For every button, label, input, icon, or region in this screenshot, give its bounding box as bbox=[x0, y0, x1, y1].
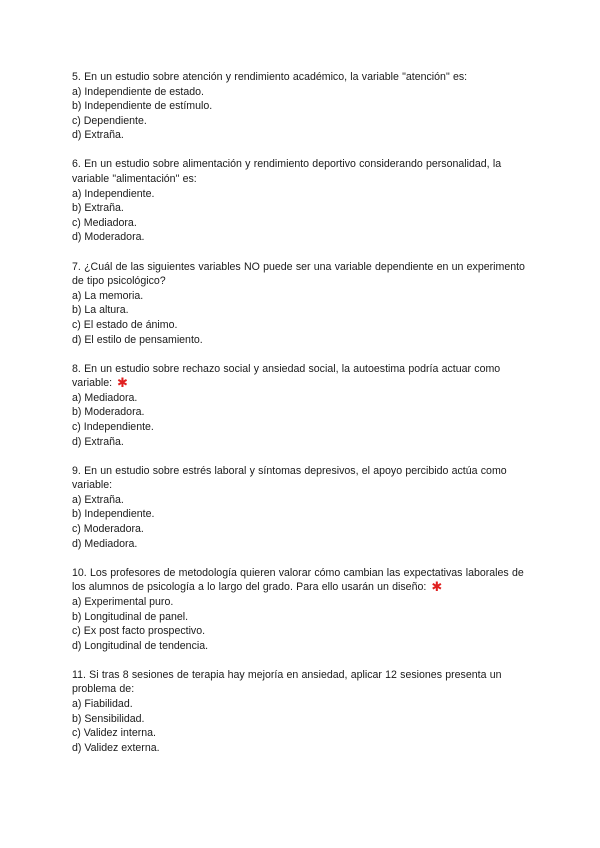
option-c: c) Moderadora. bbox=[72, 523, 144, 536]
option-a: a) Independiente. bbox=[72, 187, 155, 200]
question-text: 9. En un estudio sobre estrés laboral y síntomas depresivos, el apoyo percibido actúa como variable: bbox=[72, 464, 507, 492]
option-a: a) Fiabilidad. bbox=[72, 697, 133, 710]
option-d: d) El estilo de pensamiento. bbox=[72, 333, 203, 346]
question-6 bbox=[72, 157, 532, 245]
option-c: c) Mediadora. bbox=[72, 216, 137, 229]
option-c: c) Validez interna. bbox=[72, 727, 157, 740]
option-a: a) Extraña. bbox=[72, 493, 124, 506]
option-a: a) Experimental puro. bbox=[72, 595, 174, 608]
option-d: d) Longitudinal de tendencia. bbox=[72, 639, 209, 652]
exam-page bbox=[72, 70, 532, 770]
question-text: 10. Los profesores de metodología quieren valorar cómo cambian las expectativas laborales de los alumnos de psicología a lo largo del grado. Para ello usarán un diseño: ✱ bbox=[72, 566, 524, 595]
option-c: c) El estado de ánimo. bbox=[72, 318, 178, 331]
question-11 bbox=[72, 668, 532, 756]
question-text: 5. En un estudio sobre atención y rendimiento académico, la variable "atención" es: bbox=[72, 71, 468, 83]
option-b: b) Sensibilidad. bbox=[72, 712, 145, 725]
question-7 bbox=[72, 260, 532, 348]
question-5 bbox=[72, 70, 532, 143]
option-b: b) Longitudinal de panel. bbox=[72, 610, 189, 623]
question-text: 8. En un estudio sobre rechazo social y ansiedad social, la autoestima podría actuar como variable: ✱ bbox=[72, 362, 501, 391]
option-c: c) Independiente. bbox=[72, 420, 154, 433]
option-d: d) Extraña. bbox=[72, 129, 124, 142]
option-a: a) Mediadora. bbox=[72, 391, 138, 404]
option-b: b) La altura. bbox=[72, 304, 129, 317]
question-text: 11. Si tras 8 sesiones de terapia hay mejoría en ansiedad, aplicar 12 sesiones presenta un problema de: bbox=[72, 668, 502, 696]
option-b: b) Moderadora. bbox=[72, 406, 145, 419]
option-b: b) Extraña. bbox=[72, 202, 124, 215]
required-asterisk-icon: ✱ bbox=[117, 375, 128, 391]
option-c: c) Dependiente. bbox=[72, 114, 147, 127]
option-d: d) Extraña. bbox=[72, 435, 124, 448]
option-c: c) Ex post facto prospectivo. bbox=[72, 625, 206, 638]
question-10 bbox=[72, 566, 532, 654]
question-text: 6. En un estudio sobre alimentación y rendimiento deportivo considerando personalidad, la variable "alimentación" es: bbox=[72, 158, 502, 186]
option-a: a) Independiente de estado. bbox=[72, 85, 204, 98]
option-d: d) Moderadora. bbox=[72, 231, 145, 244]
option-d: d) Mediadora. bbox=[72, 537, 138, 550]
option-b: b) Independiente. bbox=[72, 508, 155, 521]
option-d: d) Validez externa. bbox=[72, 741, 160, 754]
option-a: a) La memoria. bbox=[72, 289, 144, 302]
question-9 bbox=[72, 464, 532, 552]
question-8 bbox=[72, 362, 532, 450]
question-text: 7. ¿Cuál de las siguientes variables NO puede ser una variable dependiente en un experimento de tipo psicológico? bbox=[72, 260, 525, 288]
required-asterisk-icon: ✱ bbox=[431, 579, 443, 595]
option-b: b) Independiente de estímulo. bbox=[72, 100, 213, 113]
